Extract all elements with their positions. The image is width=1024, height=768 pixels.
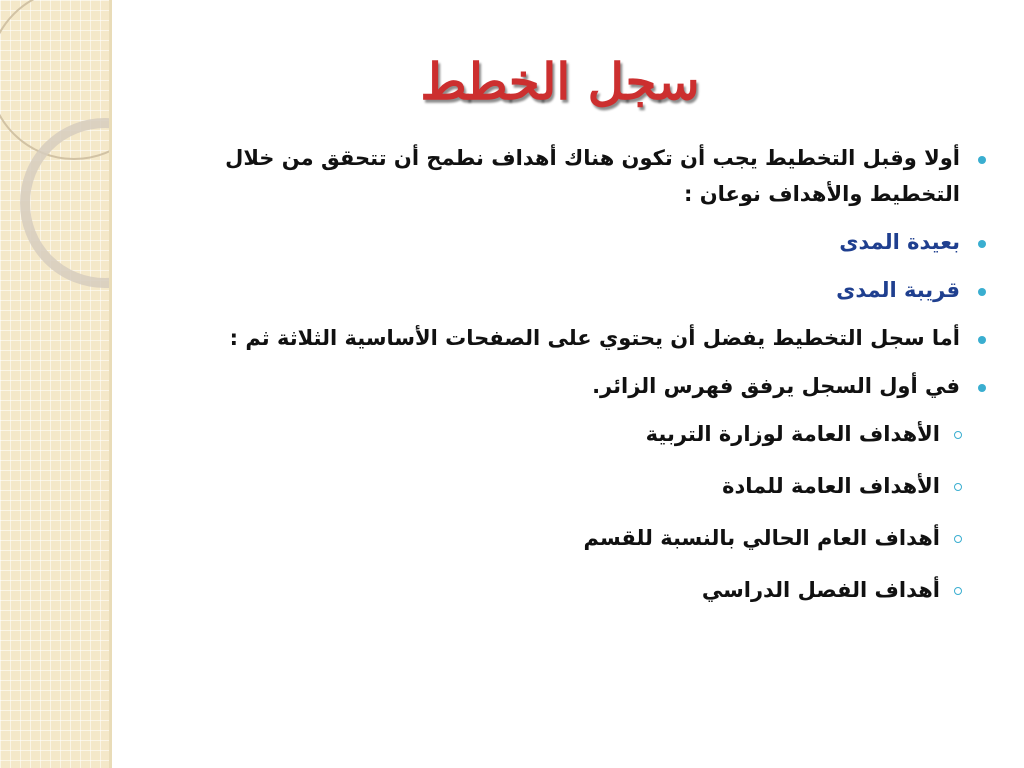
bullet-text: أما سجل التخطيط يفضل أن يحتوي على الصفحات الأساسية الثلاثة ثم : [229,326,960,350]
sub-bullet-item [170,520,970,556]
bullet-text: قريبة المدى [836,278,960,302]
decorative-ring [0,0,112,160]
sub-bullet-text: الأهداف العامة لوزارة التربية [645,422,940,446]
hollow-circle-bullet-icon [954,587,962,595]
bullet-text: أولا وقبل التخطيط يجب أن تكون هناك أهداف نطمح أن تتحقق من خلال التخطيط والأهداف نوعان : [225,146,960,206]
bullet-dot-icon [978,240,986,248]
sub-bullet-text: أهداف الفصل الدراسي [701,578,940,602]
bullet-dot-icon [978,156,986,164]
sub-bullet-item [170,572,970,608]
hollow-circle-bullet-icon [954,535,962,543]
bullet-text: بعيدة المدى [839,230,960,254]
hollow-circle-bullet-icon [954,431,962,439]
sub-bullet-item [170,416,970,452]
bullet-dot-icon [978,288,986,296]
bullet-item-short-term [170,272,990,308]
sub-bullet-text: الأهداف العامة للمادة [722,474,940,498]
bullet-item-goals-intro [170,140,990,212]
decorative-side-panel [0,0,112,768]
bullet-item-visitor-index [170,368,990,404]
decorative-ring [20,118,112,288]
hollow-circle-bullet-icon [954,483,962,491]
bullet-item-record-pages [170,320,990,356]
bullet-item-long-term [170,224,990,260]
sub-bullet-text: أهداف العام الحالي بالنسبة للقسم [583,526,940,550]
sub-bullet-item [170,468,970,504]
bullet-dot-icon [978,336,986,344]
bullet-text: في أول السجل يرفق فهرس الزائر. [592,374,960,398]
slide-content [170,140,990,624]
bullet-dot-icon [978,384,986,392]
slide-title: سجل الخطط [420,52,700,111]
